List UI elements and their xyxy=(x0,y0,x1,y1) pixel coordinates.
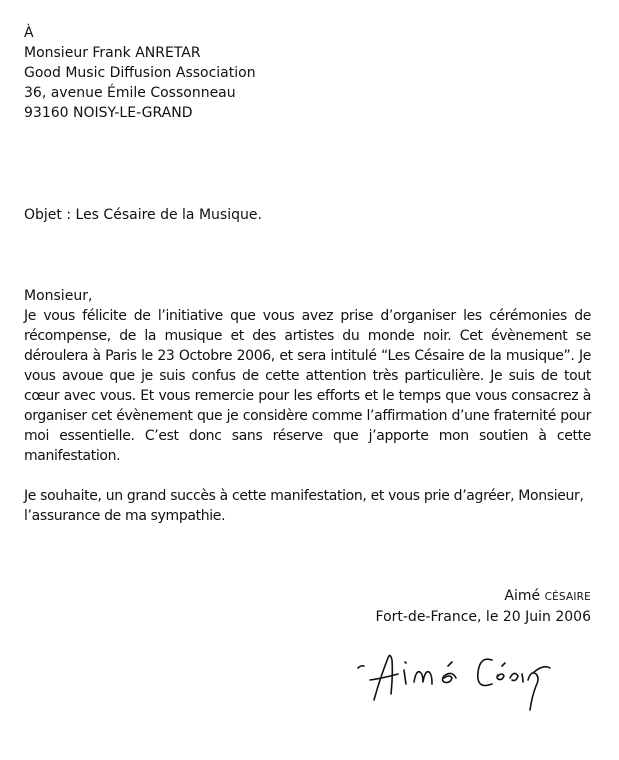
salutation: Monsieur, xyxy=(24,288,93,304)
paragraph-1: Je vous félicite de l’initiative que vous avez prise d’organiser les cérémonies de récompense, de la musique et des artistes du monde noir. Cet évènement se déroulera à Paris le 23 Octobre 2006, et sera intitulé “Les Césaire de la musique”. Je vous avoue que je suis confus de cette attention très particulière. Je suis de tout cœur avec vous. Et vous remercie pour les efforts et le temps que vous consacrez à organiser cet évènement que je considère comme l’affirmation d’une fraternité pour moi essentielle. C’est donc sans réserve que j’apporte mon soutien à cette manifestation. xyxy=(24,308,591,464)
paragraph-2: Je souhaite, un grand succès à cette manifestation, et vous prie d’agréer, Monsieur, l’assurance de ma sympathie. xyxy=(24,488,584,524)
address-city: 93160 NOISY-LE-GRAND xyxy=(24,105,193,121)
signer-last-name: CÉSAIRE xyxy=(544,591,591,603)
address-street: 36, avenue Émile Cossonneau xyxy=(24,85,236,101)
place-date: Fort-de-France, le 20 Juin 2006 xyxy=(375,609,591,625)
signer-first-name: Aimé xyxy=(504,588,541,604)
address-recipient: Monsieur Frank ANRETAR xyxy=(24,45,201,61)
address-organization: Good Music Diffusion Association xyxy=(24,65,256,81)
address-a: À xyxy=(24,25,34,41)
handwritten-signature xyxy=(352,636,562,716)
signoff-block xyxy=(376,586,591,627)
subject-line: Objet : Les Césaire de la Musique. xyxy=(24,207,262,223)
letter-body xyxy=(24,286,591,526)
signer-name xyxy=(376,586,591,607)
recipient-address xyxy=(24,23,256,123)
